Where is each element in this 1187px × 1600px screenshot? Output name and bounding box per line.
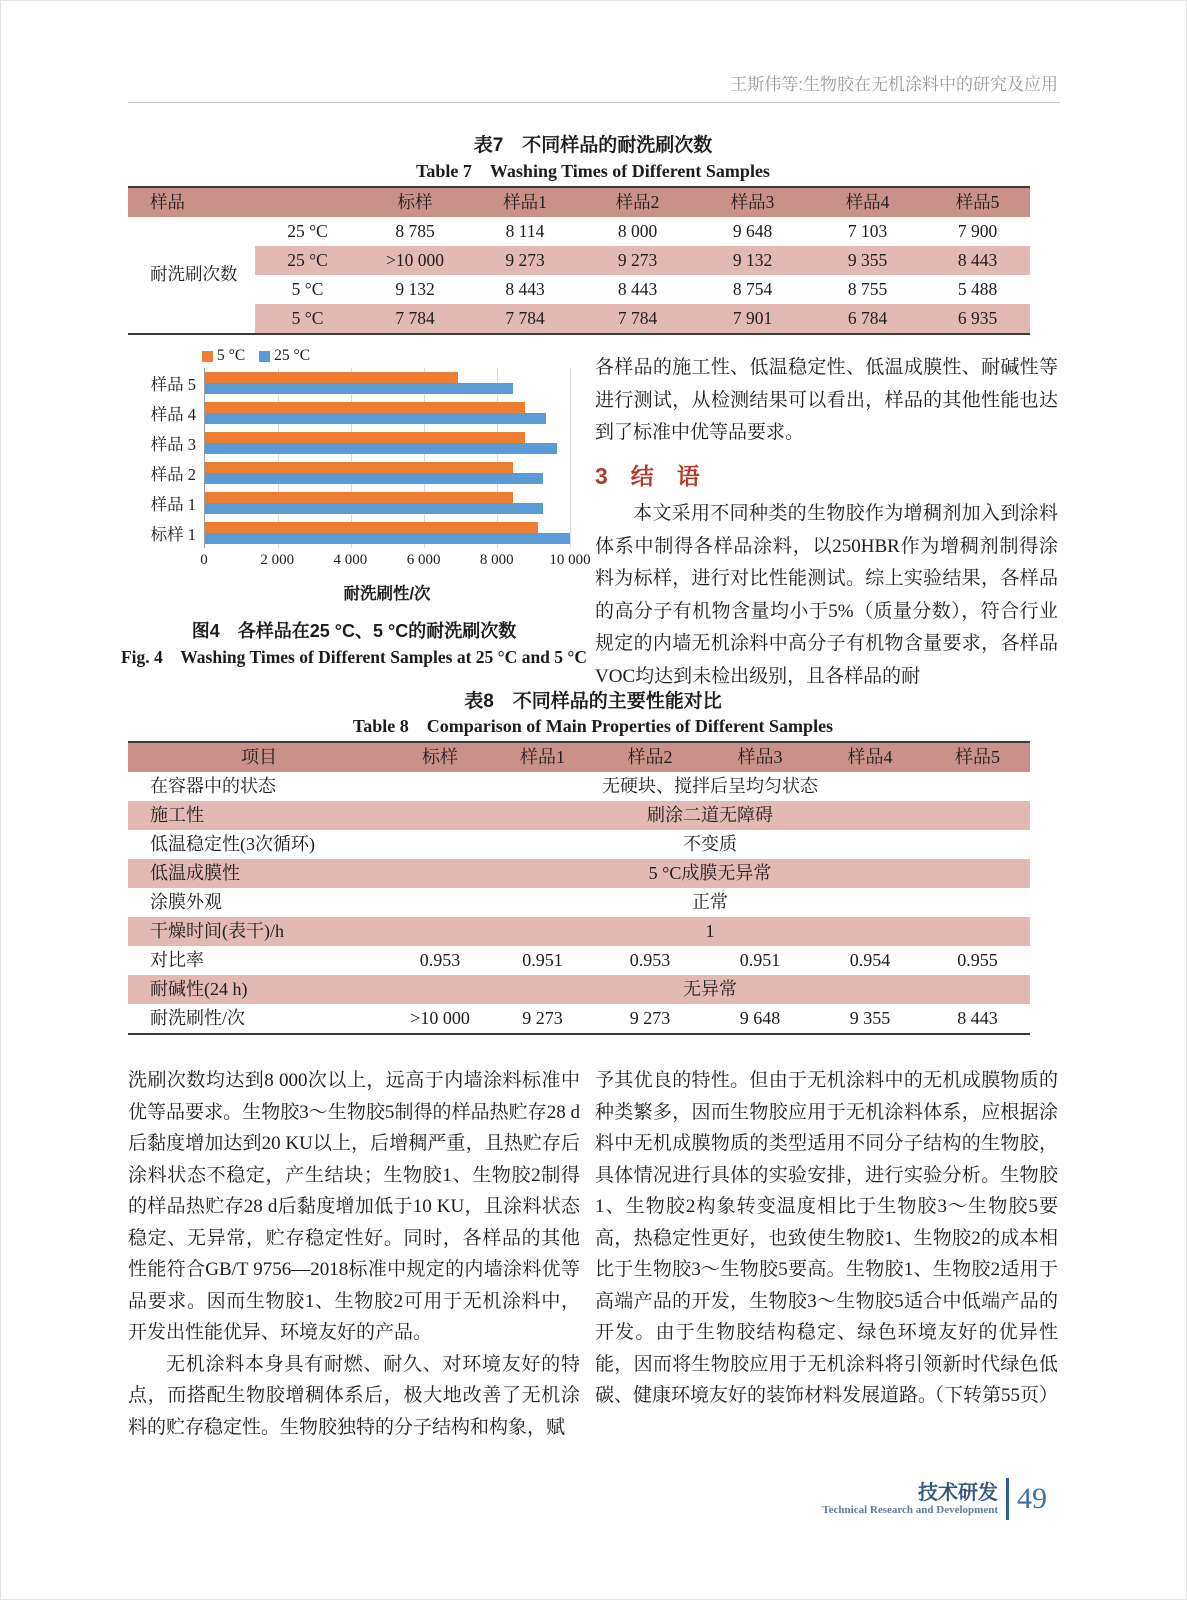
chart-x-tick-label: 2 000	[260, 552, 295, 568]
table8-row	[128, 888, 1030, 917]
table8-row	[128, 1004, 1030, 1034]
table8-value-cell: 0.951	[739, 949, 781, 970]
table8-column-header: 样品3	[705, 742, 815, 772]
table7-value-cell: 9 648	[732, 220, 773, 241]
chart-category-label: 样品 5	[150, 375, 196, 394]
table7-row-group-label: 耐洗刷次数	[128, 217, 255, 334]
table8-value-cell: 9 648	[739, 1007, 781, 1028]
table8-row	[128, 975, 1030, 1004]
chart-bar	[205, 443, 557, 454]
legend-swatch	[259, 351, 270, 362]
chart-bar	[205, 383, 513, 394]
chart-bar-group	[205, 458, 570, 488]
paragraph: 洗刷次数均达到8 000次以上，远高于内墙涂料标准中优等品要求。生物胶3～生物胶5制得的样品热贮存28 d后黏度增加达到20 KU以上，后增稠严重，且热贮存后涂料状态不稳定，产生结块；生物胶1、生物胶2制得的样品热贮存28 d后黏度增加低于10 KU，且涂料状态稳定、无异常，贮存稳定性好。同时，各样品的其他性能符合GB/T 9756—2018标准中规定的内墙涂料优等品要求。因而生物胶1、生物胶2可用于无机涂料中，开发出性能优异、环境友好的产品。	[128, 1070, 580, 1343]
chart-bar	[205, 473, 543, 484]
table8-item-label: 低温稳定性(3次循环)	[150, 833, 315, 854]
table8-value-cell: 0.955	[957, 949, 998, 970]
table8-item-label: 在容器中的状态	[150, 775, 276, 796]
chart-category-label: 样品 3	[150, 435, 196, 454]
running-header: 王斯伟等:生物胶在无机涂料中的研究及应用	[730, 75, 1058, 94]
table7-value-cell: 7 900	[957, 220, 998, 241]
table8-value-cell: 8 443	[957, 1007, 998, 1028]
table7-column-header: 样品5	[925, 187, 1030, 217]
table8-item-label: 低温成膜性	[128, 859, 390, 888]
chart-plot-area	[204, 368, 570, 548]
continued-on-page-note: （下转第55页）	[924, 1385, 1058, 1406]
table8-row	[128, 772, 1030, 801]
figure4-bar-chart	[142, 346, 591, 604]
chart-bar	[205, 503, 543, 514]
table7-value-cell: 6 784	[810, 304, 925, 334]
chart-legend	[202, 346, 570, 366]
table7-value-cell: 9 132	[695, 246, 810, 275]
table8-caption-en: Table 8 Comparison of Main Properties of Different Samples	[352, 716, 834, 736]
legend-item	[259, 347, 310, 365]
table7-corner-header: 样品	[128, 187, 360, 217]
chart-bar	[205, 432, 525, 443]
table7-value-cell: 8 443	[617, 278, 658, 299]
bottom-right-column	[595, 1065, 1058, 1412]
table8-span-value: 刷涂二道无障碍	[390, 801, 1030, 830]
table7-row	[128, 304, 1030, 334]
table7-value-cell: 8 000	[617, 220, 658, 241]
table7-value-cell: 9 355	[810, 246, 925, 275]
table7-value-cell: 8 443	[505, 278, 545, 299]
chart-category-label: 标样 1	[150, 525, 196, 544]
table8-item-label: 涂膜外观	[150, 891, 222, 912]
table8-column-header: 样品5	[925, 742, 1030, 772]
table8-item-label: 施工性	[128, 801, 390, 830]
table8-span-value: 无异常	[390, 975, 1030, 1004]
table7-column-header: 样品4	[810, 187, 925, 217]
chart-bar-group	[205, 518, 570, 548]
table7-temp-cell: 5 °C	[291, 278, 324, 299]
table8-value-cell: 0.951	[522, 949, 563, 970]
chart-gridline	[570, 368, 571, 548]
header-rule	[128, 102, 1060, 103]
right-top-column	[595, 352, 1058, 693]
table7-column-header: 样品1	[470, 187, 580, 217]
chart-bar	[205, 402, 525, 413]
table7-header-row	[128, 187, 1030, 217]
table8	[128, 741, 1030, 1035]
table8-item-label: 耐碱性(24 h)	[128, 975, 390, 1004]
table8-value-cell: 9 273	[629, 1007, 671, 1028]
table7-value-cell: 7 901	[695, 304, 810, 334]
table8-span-value: 无硬块、搅拌后呈均匀状态	[602, 775, 818, 796]
table8-span-value: 正常	[692, 891, 728, 912]
table7-temp-cell: 25 °C	[255, 246, 360, 275]
chart-category-label: 样品 2	[150, 465, 196, 484]
table7-value-cell: 8 443	[925, 246, 1030, 275]
chart-x-axis-label: 耐洗刷性/次	[343, 585, 431, 603]
chart-category-label: 样品 1	[150, 495, 196, 514]
footer-divider-bar	[1006, 1478, 1009, 1520]
table8-row	[128, 830, 1030, 859]
table7-value-cell: 9 132	[395, 278, 435, 299]
chart-category-label: 样品 4	[150, 405, 196, 424]
table7-value-cell: 7 784	[580, 304, 695, 334]
chart-bar	[205, 462, 513, 473]
table8-item-label: 对比率	[150, 949, 204, 970]
paragraph: 无机涂料本身具有耐燃、耐久、对环境友好的特点，而搭配生物胶增稠体系后，极大地改善了无机涂料的贮存稳定性。生物胶独特的分子结构和构象，赋	[128, 1353, 580, 1438]
chart-bar	[205, 533, 570, 544]
table8-row	[128, 859, 1030, 888]
table8-header-row	[128, 742, 1030, 772]
table8-span-value: 5 °C成膜无异常	[390, 859, 1030, 888]
chart-bar-group	[205, 428, 570, 458]
table8-row	[128, 917, 1030, 946]
table7-value-cell: 6 935	[925, 304, 1030, 334]
table7-value-cell: 8 785	[395, 220, 435, 241]
table8-value-cell: 0.954	[849, 949, 891, 970]
table7-row	[128, 246, 1030, 275]
table7-value-cell: 8 755	[847, 278, 888, 299]
chart-bar	[205, 492, 513, 503]
table8-row	[128, 801, 1030, 830]
table7-temp-cell: 25 °C	[287, 220, 328, 241]
section-heading-conclusion: 3 结 语	[595, 462, 700, 489]
paragraph: 本文采用不同种类的生物胶作为增稠剂加入到涂料体系中制得各样品涂料，以250HBR作为增稠剂制得涂料为标样，进行对比性能测试。综上实验结果，各样品的高分子有机物含量均小于5%（质量分数），符合行业规定的内墙无机涂料中高分子有机物含量要求，各样品VOC均达到未检出级别，且各样品的耐	[595, 503, 1058, 687]
table7-row	[128, 275, 1030, 304]
table8-value-cell: 0.953	[419, 949, 461, 970]
footer-section-cn: 技术研发	[918, 1481, 998, 1504]
table8-column-header: 项目	[128, 742, 390, 772]
table7-caption-en: Table 7 Washing Times of Different Samples	[416, 161, 770, 181]
chart-x-tick-label: 8 000	[479, 552, 514, 568]
table7-column-header: 标样	[360, 187, 470, 217]
chart-x-axis-ticks	[200, 552, 591, 572]
chart-bar	[205, 372, 458, 383]
chart-bar-group	[205, 368, 570, 398]
table7-value-cell: 5 488	[957, 278, 998, 299]
legend-swatch	[202, 351, 213, 362]
table8-column-header: 标样	[390, 742, 490, 772]
legend-item	[202, 347, 245, 365]
table7-value-cell: 7 784	[360, 304, 470, 334]
table8-value-cell: 0.953	[629, 949, 671, 970]
table7-value-cell: 8 114	[505, 220, 545, 241]
table8-caption-cn: 表8 不同样品的主要性能对比	[464, 691, 722, 712]
table8-value-cell: >10 000	[410, 1007, 470, 1028]
table8-item-label: 干燥时间(表干)/h	[128, 917, 390, 946]
table8-row	[128, 946, 1030, 975]
page-number: 49	[1017, 1482, 1047, 1515]
table7	[128, 186, 1030, 335]
chart-bar	[205, 413, 546, 424]
table7-temp-cell: 5 °C	[255, 304, 360, 334]
table8-value-cell: 9 355	[849, 1007, 891, 1028]
chart-bar-group	[205, 398, 570, 428]
bottom-left-column	[128, 1065, 580, 1443]
table7-value-cell: >10 000	[360, 246, 470, 275]
table8-column-header: 样品1	[490, 742, 595, 772]
table8-value-cell: 9 273	[522, 1007, 563, 1028]
figure4-caption-cn: 图4 各样品在25 °C、5 °C的耐洗刷次数	[191, 621, 517, 641]
paragraph: 各样品的施工性、低温稳定性、低温成膜性、耐碱性等进行测试，从检测结果可以看出，样品的其他性能也达到了标准中优等品要求。	[595, 357, 1058, 443]
legend-label: 25 °C	[274, 347, 311, 364]
chart-x-tick-label: 6 000	[406, 552, 441, 568]
paragraph	[595, 1065, 1058, 1412]
table7-column-header: 样品3	[695, 187, 810, 217]
chart-category-labels	[142, 368, 204, 548]
table7-value-cell: 7 103	[847, 220, 888, 241]
chart-x-tick-label: 10 000	[549, 552, 591, 568]
table7-row	[128, 217, 1030, 246]
chart-x-tick-label: 4 000	[333, 552, 368, 568]
table7-caption-cn: 表7 不同样品的耐洗刷次数	[473, 135, 713, 156]
table8-span-value: 1	[390, 917, 1030, 946]
chart-bar-group	[205, 488, 570, 518]
page-footer	[822, 1478, 1047, 1520]
chart-x-tick-label: 0	[200, 552, 208, 568]
table8-column-header: 样品4	[815, 742, 925, 772]
footer-section-en: Technical Research and Development	[822, 1503, 998, 1516]
table8-item-label: 耐洗刷性/次	[150, 1007, 246, 1028]
table7-value-cell: 9 273	[470, 246, 580, 275]
figure4-caption-en: Fig. 4 Washing Times of Different Samples at 25 °C and 5 °C	[120, 647, 588, 667]
table7-value-cell: 8 754	[732, 278, 773, 299]
table7-value-cell: 9 273	[580, 246, 695, 275]
table7-column-header: 样品2	[580, 187, 695, 217]
paragraph-text: 予其优良的特性。但由于无机涂料中的无机成膜物质的种类繁多，因而生物胶应用于无机涂料体系，应根据涂料中无机成膜物质的类型适用不同分子结构的生物胶，具体情况进行具体的实验安排，进行实验分析。生物胶1、生物胶2构象转变温度相比于生物胶3～生物胶5要高，热稳定性更好，也致使生物胶1、生物胶2的成本相比于生物胶3～生物胶5要高。生物胶1、生物胶2适用于高端产品的开发，生物胶3～生物胶5适合中低端产品的开发。由于生物胶结构稳定、绿色环境友好的优异性能，因而将生物胶应用于无机涂料将引领新时代绿色低碳、健康环境友好的装饰材料发展道路。	[595, 1070, 1058, 1406]
table8-span-value: 不变质	[683, 833, 737, 854]
table7-value-cell: 7 784	[470, 304, 580, 334]
legend-label: 5 °C	[217, 347, 246, 364]
table8-column-header: 样品2	[595, 742, 705, 772]
chart-bar	[205, 522, 538, 533]
